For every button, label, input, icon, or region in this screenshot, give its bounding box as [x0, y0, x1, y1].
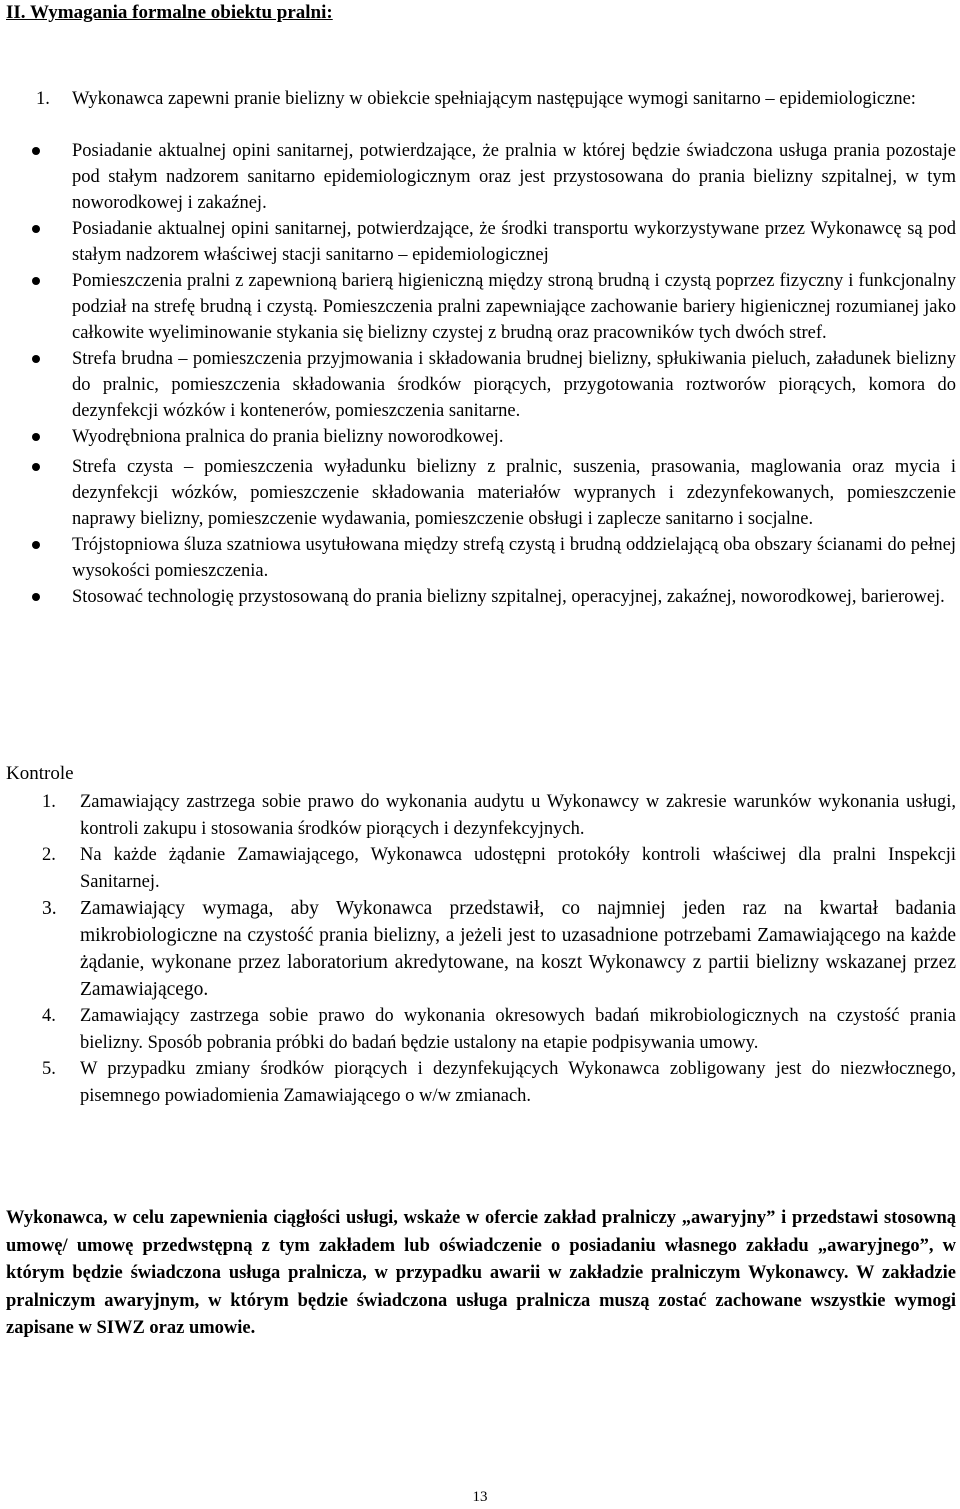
kontrole-list: [0, 789, 956, 1109]
list-item: [0, 1056, 956, 1109]
list-item: [0, 584, 956, 610]
item-text: Zamawiający zastrzega sobie prawo do wykonania okresowych badań mikrobiologicznych na czystość prania bielizny. Sposób pobrania próbki do badań będzie ustalony na etapie podpisywania umowy.: [80, 1006, 956, 1053]
bullet-icon: [32, 541, 40, 549]
list-item: [0, 842, 956, 895]
list-item: [0, 789, 956, 842]
item-text: Zamawiający zastrzega sobie prawo do wykonania audytu u Wykonawcy w zakresie warunków wykonania usługi, kontroli zakupu i stosowania środków piorących i dezynfekcyjnych.: [80, 792, 956, 839]
requirement-text: Stosować technologię przystosowaną do prania bielizny szpitalnej, operacyjnej, zakaźnej, noworodkowej, barierowej.: [72, 587, 945, 607]
item-number: 5.: [42, 1059, 56, 1079]
item-number: 3.: [42, 898, 57, 919]
item-number: 1.: [42, 792, 56, 812]
item-number: 2.: [42, 845, 56, 865]
item-text: Na każde żądanie Zamawiającego, Wykonawca udostępni protokóły kontroli właściwej dla pralni Inspekcji Sanitarnej.: [80, 845, 956, 892]
requirement-text: Posiadanie aktualnej opini sanitarnej, potwierdzające, że pralnia w której będzie świadczona usługa prania pozostaje pod stałym nadzorem sanitarno epidemiologicznym oraz jest przystosowana do prania bielizny szpitalnej, w tym noworodkowej i zakaźnej.: [72, 141, 956, 213]
requirement-text: Trójstopniowa śluza szatniowa usytułowana między strefą czystą i brudną oddzielającą oba obszary ścianami do pełnej wysokości pomieszczenia.: [72, 535, 956, 581]
bullet-icon: [32, 225, 40, 233]
list-item: [0, 268, 956, 346]
list-item: [0, 895, 956, 1003]
bullet-icon: [32, 463, 40, 471]
list-item: [0, 138, 956, 216]
kontrole-heading: Kontrole: [6, 763, 74, 784]
list-item: [0, 532, 956, 584]
bullet-icon: [32, 147, 40, 155]
bullet-icon: [32, 433, 40, 441]
intro-paragraph: [36, 86, 956, 112]
bullet-icon: [32, 355, 40, 363]
requirement-text: Strefa brudna – pomieszczenia przyjmowania i składowania brudnej bielizny, spłukiwania pieluch, załadunek bielizny do pralnic, pomieszczenia składowania środków piorących, przygotowania roztworów piorących, komora do dezynfekcji wózków i kontenerów, pomieszczenia sanitarne.: [72, 349, 956, 421]
requirement-text: Wyodrębniona pralnica do prania bielizny noworodkowej.: [72, 427, 504, 447]
requirement-text: Pomieszczenia pralni z zapewnioną barierą higieniczną między stroną brudną i czystą poprzez fizyczny i funkcjonalny podział na strefę brudną i czystą. Pomieszczenia pralni zapewniające zachowanie bariery higienicznej rozumianej jako całkowite wyeliminowanie stykania się bielizny czystej z brudną oraz pracowników tych dwóch stref.: [72, 271, 956, 343]
list-item: [0, 1003, 956, 1056]
bullet-icon: [32, 593, 40, 601]
bullet-icon: [32, 277, 40, 285]
closing-paragraph: Wykonawca, w celu zapewnienia ciągłości usługi, wskaże w ofercie zakład pralniczy „awaryjny” i przedstawi stosowną umowę/ umowę przedwstępną z tym zakładem lub oświadczenie o posiadaniu własnego zakładu „awaryjnego”, w którym będzie świadczona usługa pralnicza, w przypadku awarii w zakładzie pralniczym Wykonawcy. W zakładzie pralniczym awaryjnym, w którym będzie świadczona usługa pralnicza muszą zostać zachowane wszystkie wymogi zapisane w SIWZ oraz umowie.: [6, 1208, 956, 1338]
item-number: 4.: [42, 1006, 56, 1026]
list-item: [0, 454, 956, 532]
section-heading: II. Wymagania formalne obiektu pralni:: [6, 2, 333, 23]
list-item: [0, 424, 956, 450]
item-text: W przypadku zmiany środków piorących i dezynfekujących Wykonawca zobligowany jest do niezwłocznego, pisemnego powiadomienia Zamawiającego o w/w zmianach.: [80, 1059, 956, 1106]
requirement-text: Strefa czysta – pomieszczenia wyładunku bielizny z pralnic, suszenia, prasowania, maglowania oraz mycia i dezynfekcji wózków, pomieszczenie składowania materiałów wypranych i zdezynfekowanych, pomieszczenie naprawy bielizny, pomieszczenie wydawania, pomieszczenie obsługi i zaplecze sanitarno i socjalne.: [72, 457, 956, 529]
list-item: [0, 346, 956, 424]
intro-number: 1.: [36, 89, 50, 109]
item-text: Zamawiający wymaga, aby Wykonawca przedstawił, co najmniej jeden raz na kwartał badania mikrobiologiczne na czystość prania bielizny, a jeżeli jest to uzasadnione potrzebami Zamawiającego na każde żądanie, wykonane przez laboratorium akredytowane, na koszt Wykonawcy z partii bielizny wskazanej przez Zamawiającego.: [80, 898, 956, 1000]
list-item: [0, 216, 956, 268]
requirements-list: [0, 138, 956, 610]
intro-text: Wykonawca zapewni pranie bielizny w obiekcie spełniającym następujące wymogi sanitarno – epidemiologiczne:: [72, 89, 916, 109]
requirement-text: Posiadanie aktualnej opini sanitarnej, potwierdzające, że środki transportu wykorzystywane przez Wykonawcę są pod stałym nadzorem właściwej stacji sanitarno – epidemiologicznej: [72, 219, 956, 265]
page-number: 13: [472, 1489, 488, 1505]
